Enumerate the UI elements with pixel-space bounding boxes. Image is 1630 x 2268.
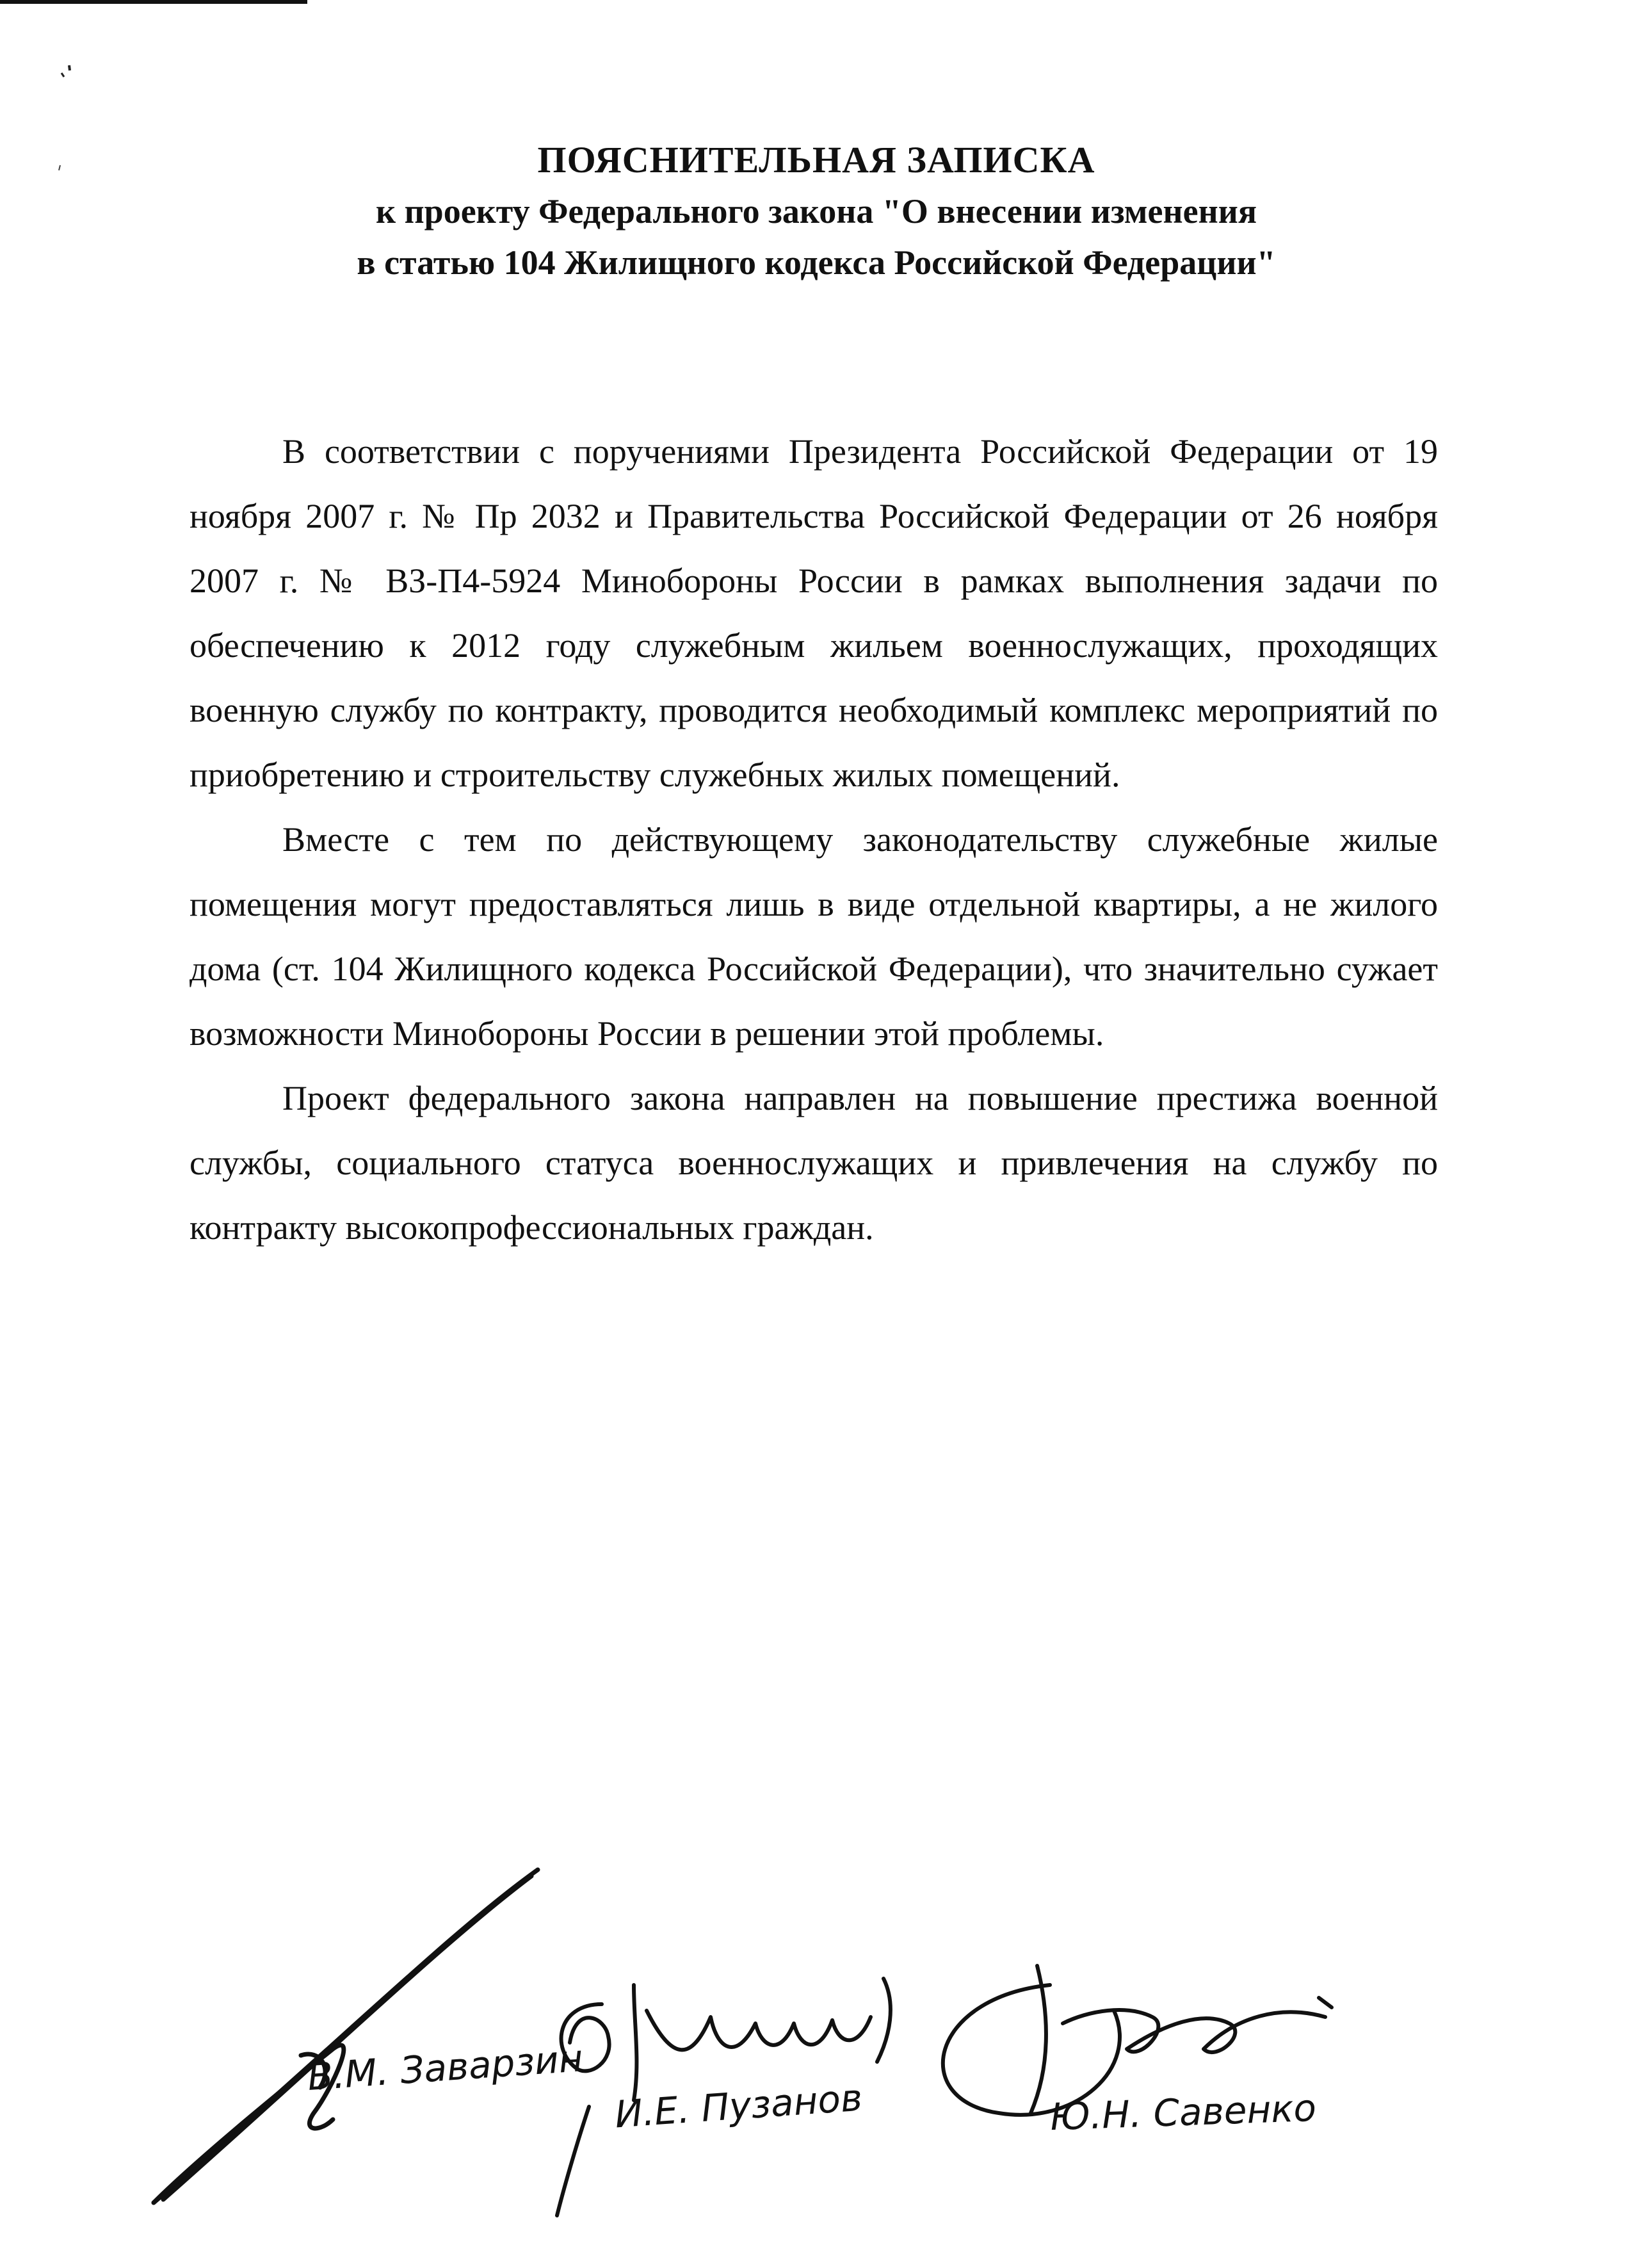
handwritten-signatures (0, 1857, 1630, 2241)
paragraph-2: Вместе с тем по действующему законодательству служебные жилые помещения могут предоставляться лишь в виде отдельной квартиры, а не жилого дома (ст. 104 Жилищного кодекса Российской Федерации), что значительно сужает возможности Минобороны России в решении этой проблемы. (190, 820, 1438, 1053)
paragraph-1: В соответствии с поручениями Президента Российской Федерации от 19 ноября 2007 г. № Пр 2032 и Правительства Российской Федерации от 26 ноября 2007 г. № ВЗ-П4-5924 Минобороны России в рамках выполнения задачи по обеспечению к 2012 году служебным жильем военнослужащих, проходящих военную службу по контракту, проводится необходимый комплекс мероприятий по приобретению и строительству служебных жилых помещений. (190, 432, 1438, 794)
signature-name-2: И.Е. Пузанов (613, 2075, 864, 2137)
signature-area (0, 1857, 1630, 2241)
title-block (128, 134, 1505, 288)
paragraph-3: Проект федерального закона направлен на повышение престижа военной службы, социального статуса военнослужащих и привлечения на службу по контракту высокопрофессиональных граждан. (190, 1079, 1438, 1247)
scan-specks (58, 58, 122, 186)
document-subtitle-line-2: в статью 104 Жилищного кодекса Российской Федерации" (357, 243, 1276, 282)
signature-name-3: Ю.Н. Савенко (1049, 2086, 1317, 2139)
scan-edge-rule (0, 0, 307, 4)
document-body (190, 419, 1438, 1260)
signature-name-1: В.М. Заварзин (306, 2036, 585, 2099)
document-subtitle-line-1: к проекту Федерального закона "О внесении изменения (375, 192, 1257, 231)
document-title: ПОЯСНИТЕЛЬНАЯ ЗАПИСКА (537, 139, 1095, 181)
signature-1-graphic (154, 1870, 538, 2203)
